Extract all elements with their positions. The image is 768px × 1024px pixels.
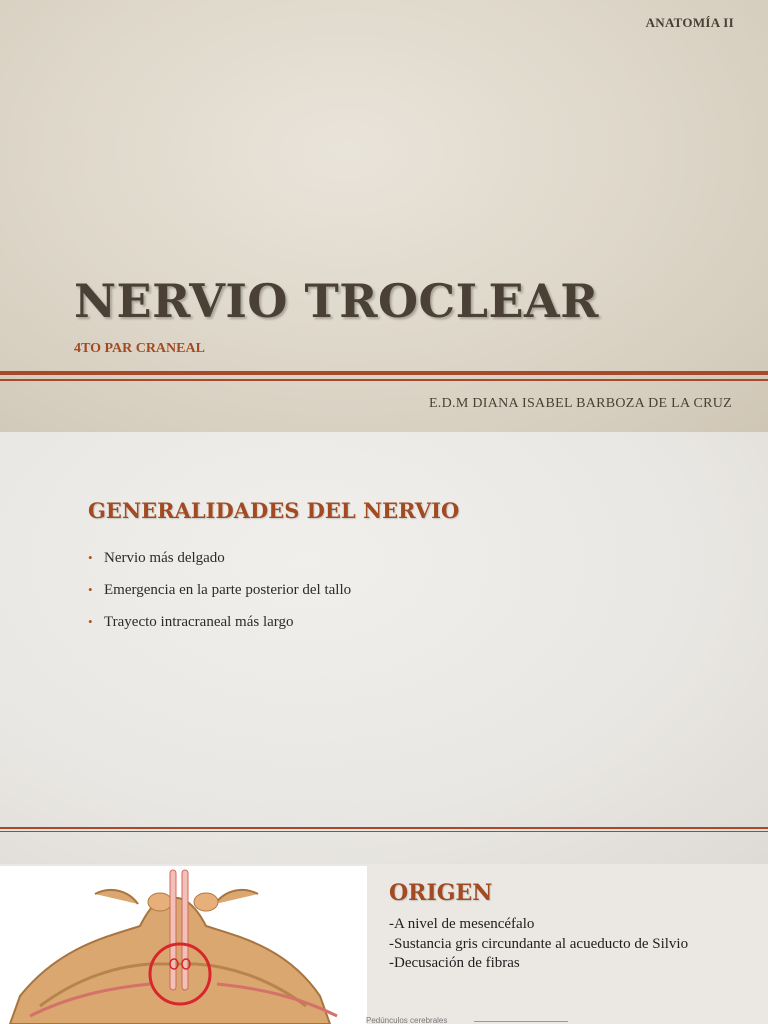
title-slide [0,0,768,432]
bullet-dot-icon: • [88,582,93,597]
caption-leader-line [474,1021,568,1022]
list-item [88,612,351,644]
list-item [88,548,351,580]
course-label: ANATOMÍA II [645,15,734,30]
bullet-dot-icon: • [88,614,93,629]
list-item-text: Trayecto intracraneal más largo [104,614,294,630]
list-item-text: Emergencia en la parte posterior del tallo [104,582,352,598]
slide-title: NERVIO TROCLEAR [74,274,599,328]
divider-thin [0,379,768,381]
anatomy-figure-image [0,866,367,1024]
origin-text [389,915,688,974]
origin-line: -Decusación de fibras [389,955,520,971]
divider-thick [0,371,768,375]
origin-slide [0,864,768,1024]
generalities-slide [0,432,768,864]
author-label: E.D.M DIANA ISABEL BARBOZA DE LA CRUZ [428,396,732,411]
section-heading: ORIGEN [389,880,493,906]
list-item [88,580,351,612]
section-heading: GENERALIDADES DEL NERVIO [88,498,460,523]
origin-line: -Sustancia gris circundante al acueducto de Silvio [389,935,689,952]
divider-thin [0,827,768,829]
origin-line: -A nivel de mesencéfalo [389,916,535,932]
slide-subtitle: 4TO PAR CRANEAL [74,341,205,356]
figure-caption: Pedúnculos cerebrales [366,1016,448,1024]
list-item-text: Nervio más delgado [104,550,225,566]
bullet-dot-icon: • [88,550,93,565]
bullet-list [88,548,351,644]
divider-thin [0,831,768,832]
